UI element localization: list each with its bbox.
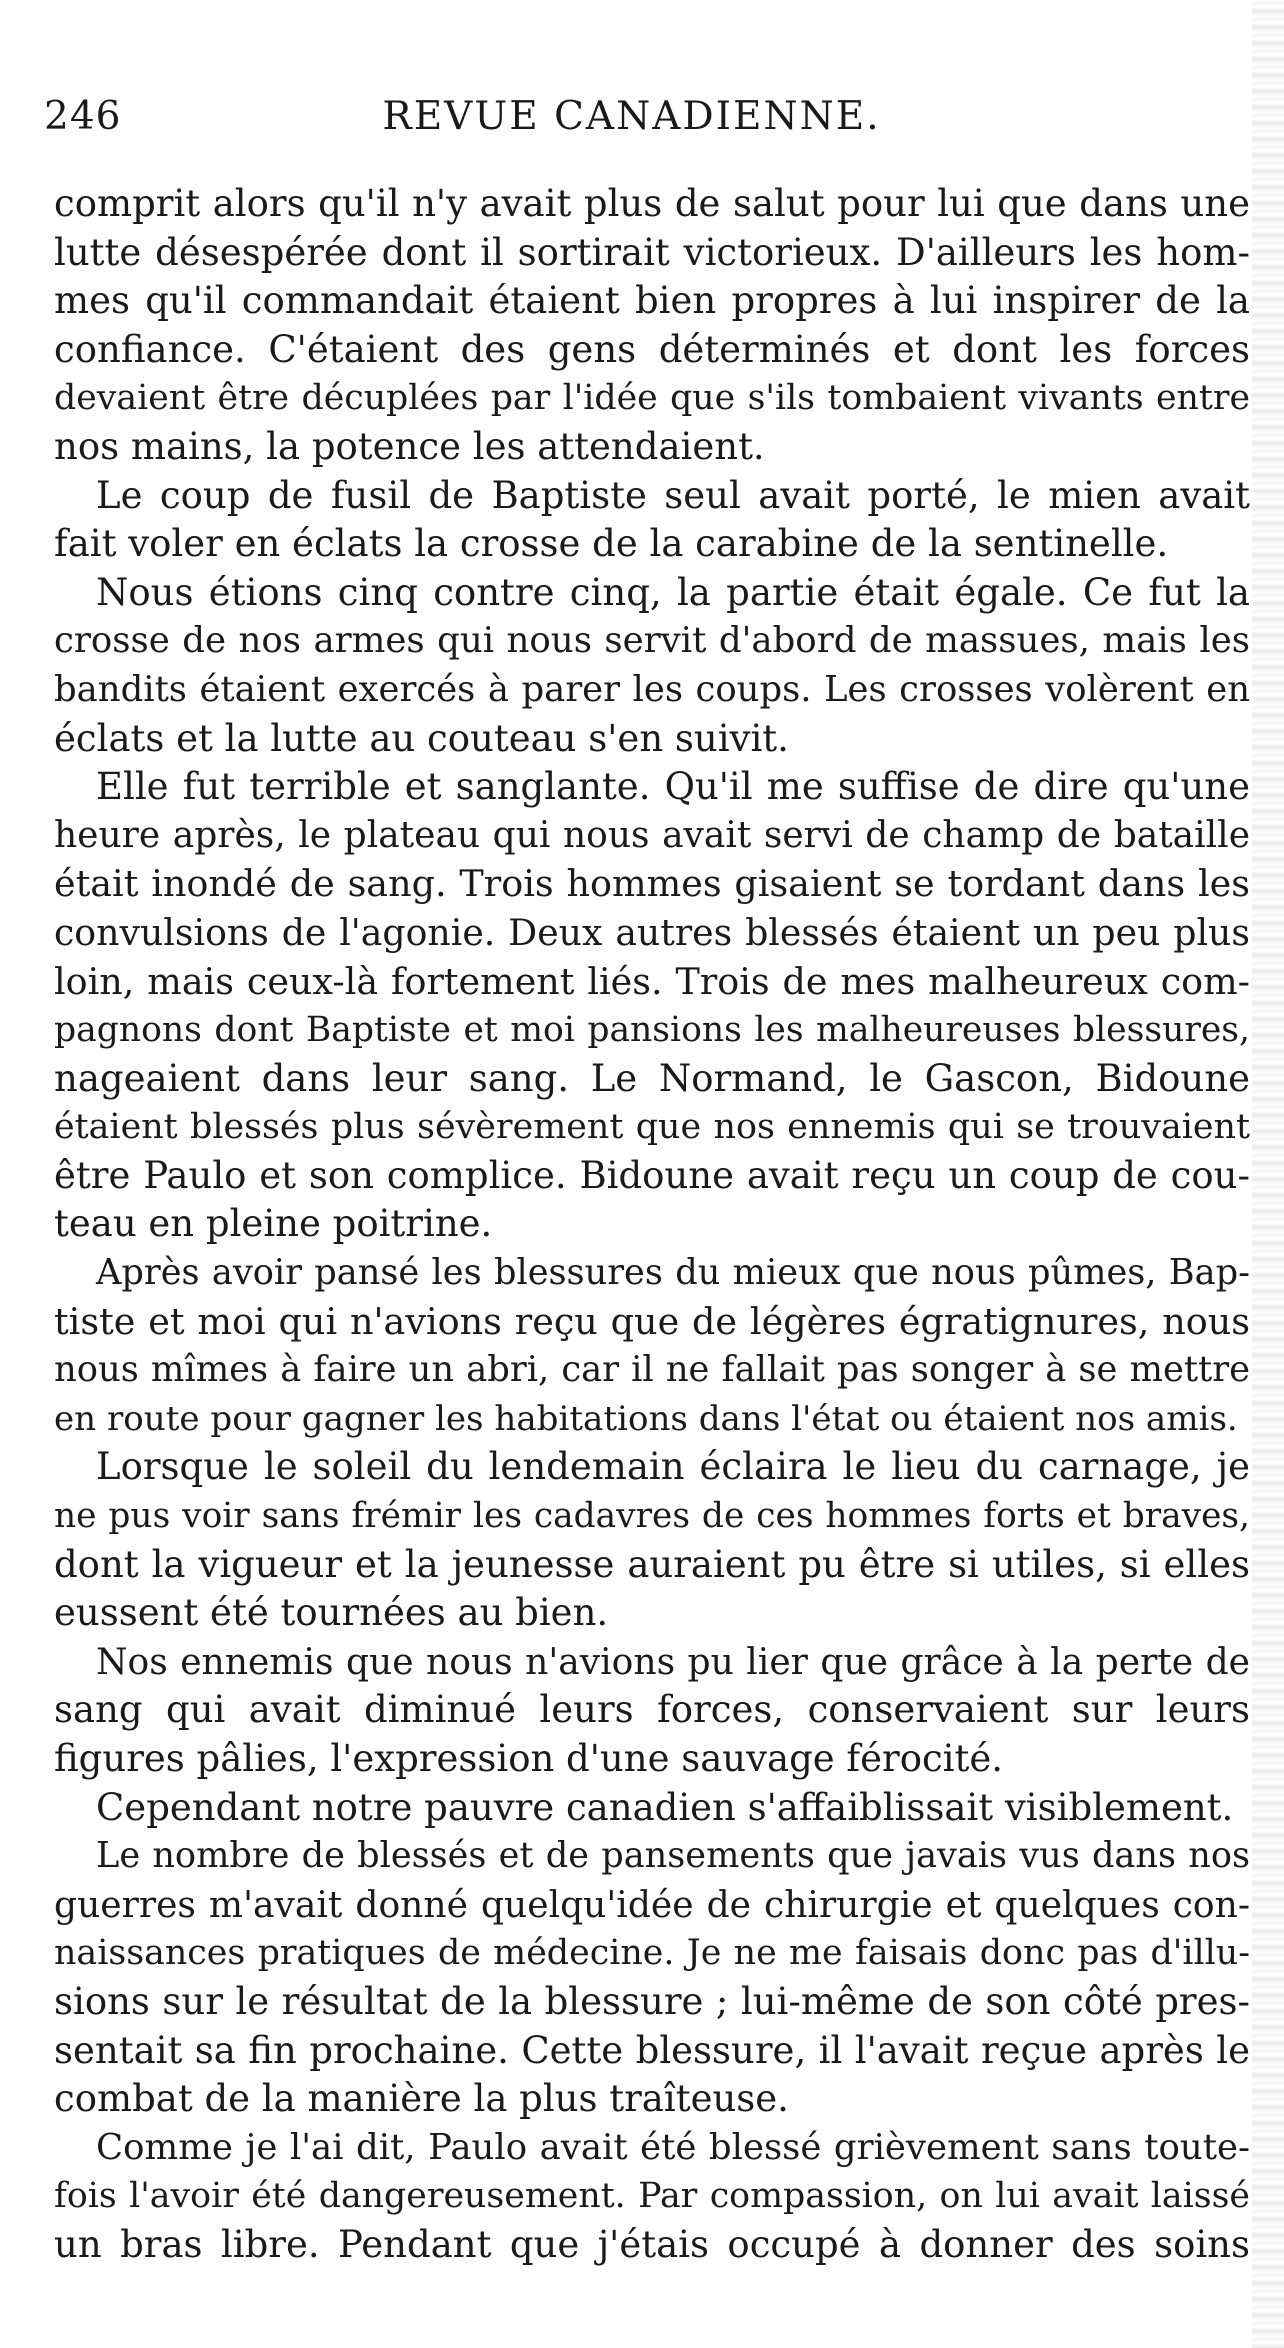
text-line: Le coup de fusil de Baptiste seul avait porté, le mien avait	[96, 473, 1250, 517]
text-line: devaient être décuplées par l'idée que s'ils tombaient vivants entre	[54, 378, 1250, 419]
journal-title: REVUE CANADIENNE.	[382, 94, 881, 139]
text-line: combat de la manière la plus traîteuse.	[54, 2077, 789, 2121]
text-line: Le nombre de blessés et de pansements que javais vus dans nos	[96, 1835, 1250, 1877]
text-line: mes qu'il commandait étaient bien propres à lui inspirer de la	[54, 279, 1250, 323]
text-line: loin, mais ceux-là fortement liés. Trois de mes malheureux com-	[54, 959, 1250, 1003]
text-line: éclats et la lutte au couteau s'en suivit.	[54, 716, 789, 760]
text-line: confiance. C'étaient des gens déterminés et dont les forces	[54, 327, 1250, 371]
text-line: bandits étaient exercés à parer les coups. Les crosses volèrent en	[54, 668, 1250, 710]
text-line: convulsions de l'agonie. Deux autres blessés étaient un peu plus	[54, 910, 1250, 954]
text-line: lutte désespérée dont il sortirait victorieux. D'ailleurs les hom-	[54, 230, 1250, 274]
body-text	[54, 180, 1250, 2270]
running-head	[44, 88, 1219, 148]
text-line: Cependant notre pauvre canadien s'affaiblissait visiblement.	[96, 1785, 1234, 1829]
text-line: Nos ennemis que nous n'avions pu lier que grâce à la perte de	[96, 1640, 1250, 1683]
text-line: eussent été tournées au bien.	[54, 1591, 609, 1635]
text-line: Nous étions cinq contre cinq, la partie était égale. Ce fut la	[96, 570, 1250, 614]
page-edge-shadow	[1252, 0, 1284, 2348]
text-line: heure après, le plateau qui nous avait servi de champ de bataille	[54, 814, 1250, 856]
text-line: ne pus voir sans frémir les cadavres de ces hommes forts et braves,	[54, 1496, 1250, 1537]
text-line: teau en pleine poitrine.	[54, 1202, 493, 1246]
text-line: Lorsque le soleil du lendemain éclaira le lieu du carnage, je	[96, 1445, 1250, 1489]
text-line: figures pâlies, l'expression d'une sauvage férocité.	[54, 1737, 1004, 1780]
text-line: étaient blessés plus sévèrement que nos ennemis qui se trouvaient	[54, 1107, 1250, 1148]
page-number: 246	[44, 94, 122, 139]
text-line: guerres m'avait donné quelqu'idée de chirurgie et quelques con-	[54, 1883, 1250, 1926]
text-line: nos mains, la potence les attendaient.	[54, 424, 765, 468]
text-line: Comme je l'ai dit, Paulo avait été blessé grièvement sans toute-	[96, 2126, 1250, 2168]
text-line: Après avoir pansé les blessures du mieux que nous pûmes, Bap-	[96, 1252, 1250, 1294]
text-line: tiste et moi qui n'avions reçu que de légères égratignures, nous	[54, 1299, 1250, 1343]
text-line: sentait sa fin prochaine. Cette blessure, il l'avait reçue après le	[54, 2028, 1250, 2072]
text-line: comprit alors qu'il n'y avait plus de salut pour lui que dans une	[54, 182, 1250, 225]
text-line: en route pour gagner les habitations dans l'état ou étaient nos amis.	[54, 1398, 1238, 1439]
text-line: Elle fut terrible et sanglante. Qu'il me suffise de dire qu'une	[96, 765, 1250, 809]
text-line: un bras libre. Pendant que j'étais occupé à donner des soins	[54, 2222, 1250, 2266]
text-line: pagnons dont Baptiste et moi pansions les malheureuses blessures,	[54, 1010, 1250, 1051]
text-line: dont la vigueur et la jeunesse auraient pu être si utiles, si elles	[54, 1542, 1250, 1586]
text-line: sang qui avait diminué leurs forces, conservaient sur leurs	[54, 1688, 1250, 1732]
text-line: naissances pratiques de médecine. Je ne me faisais donc pas d'illu-	[54, 1933, 1250, 1974]
text-line: fait voler en éclats la crosse de la carabine de la sentinelle.	[54, 522, 1169, 566]
text-line: nageaient dans leur sang. Le Normand, le Gascon, Bidoune	[54, 1056, 1250, 1100]
text-line: fois l'avoir été dangereusement. Par compassion, on lui avait laissé	[54, 2176, 1250, 2217]
text-line: sions sur le résultat de la blessure ; lui-même de son côté pres-	[54, 1979, 1250, 2023]
text-line: être Paulo et son complice. Bidoune avait reçu un coup de cou-	[54, 1153, 1250, 1197]
text-line: nous mîmes à faire un abri, car il ne fallait pas songer à se mettre	[54, 1349, 1250, 1391]
text-line: était inondé de sang. Trois hommes gisaient se tordant dans les	[54, 862, 1250, 906]
text-line: crosse de nos armes qui nous servit d'abord de massues, mais les	[54, 620, 1250, 662]
